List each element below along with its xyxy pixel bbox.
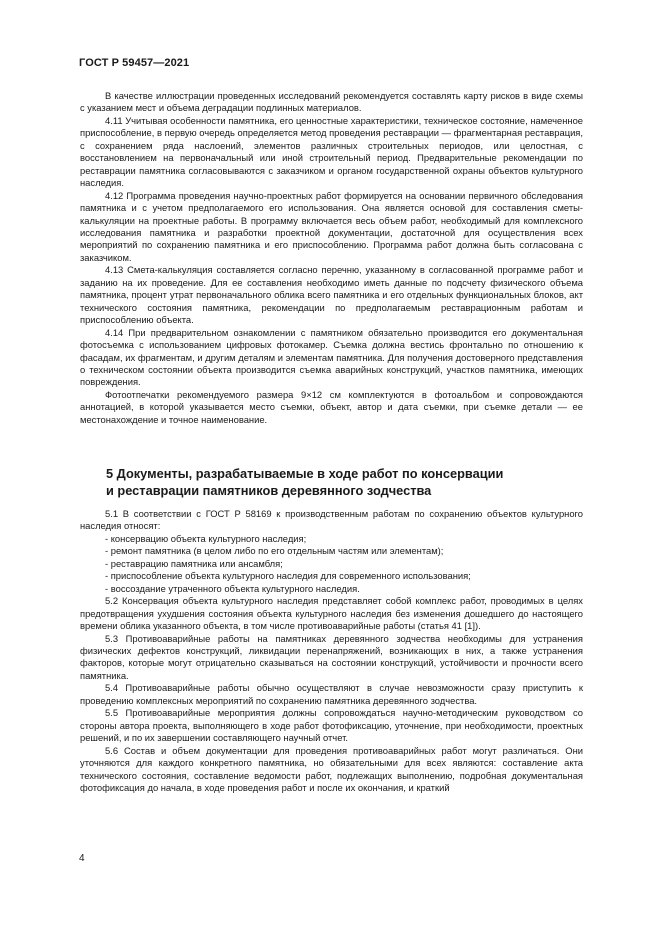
paragraph-5-3: 5.3 Противоаварийные работы на памятниках деревянного зодчества необходимы для устранения физических дефектов конструкций, ликвидации перенапряжений, возникающих в них, а также устранения факторов, которые могут отрицательно сказываться на состоянии конструкций, устойчивости и прочности всего памятника.	[80, 632, 583, 681]
paragraph-4-13: 4.13 Смета-калькуляция составляется согласно перечню, указанному в согласованной программе работ и заданию на их проведение. Для ее составления необходимо иметь данные по подсчету физического объема памятника, процент утрат первоначального облика всего памятника и его отдельных функциональных блоков, акт технического состояния памятника, рекомендации по предполагаемым реставрационным работам и приспособлению объекта.	[80, 264, 583, 326]
list-item: - ремонт памятника (в целом либо по его отдельным частям или элементам);	[105, 545, 444, 557]
paragraph-4-11: 4.11 Учитывая особенности памятника, его ценностные характеристики, техническое состояние, намеченное приспособление, в первую очередь определяется метод проведения реставрации — фрагментарная реставрация, с сохранением ряда наслоений, элементов различных строительных периодов, или целостная, с восстановлением на первоначальный или иной строительный период. Предварительные рекомендации по реставрации памятника согласовываются с заказчиком и органом государственной охраны объектов культурного наследия.	[80, 114, 583, 189]
page-number: 4	[79, 853, 85, 864]
paragraph-5-4: 5.4 Противоаварийные работы обычно осуществляют в случае невозможности сразу приступить к проведению комплексных мероприятий по сохранению памятника деревянного зодчества.	[80, 682, 583, 706]
paragraph-risk-map: В качестве иллюстрации проведенных исследований рекомендуется составлять карту рисков в виде схемы с указанием мест и объема деградации подлинных материалов.	[80, 90, 583, 114]
paragraph-photo-prints: Фотоотпечатки рекомендуемого размера 9×12 см комплектуются в фотоальбом и сопровождаются аннотацией, в которой указывается место съемки, объект, автор и дата съемки, при съемке детали — ее местонахождение и точное наименование.	[80, 388, 583, 425]
section-5-heading-line-1: 5 Документы, разрабатываемые в ходе работ по консервации	[106, 466, 504, 481]
paragraph-5-6: 5.6 Состав и объем документации для проведения противоаварийных работ могут различаться. Они уточняются для каждого конкретного памятника, но обязательными для всех являются: составление акта технического состояния, составление ведомости работ, подлежащих выполнению, подробная документальная фотофиксация до начала, в ходе проведения работ и после их окончания, и краткий	[80, 744, 583, 793]
paragraph-5-5: 5.5 Противоаварийные мероприятия должны сопровождаться научно-методическим руководством со стороны автора проекта, выполняющего в ходе работ фотофиксацию, уточнение, при необходимости, проектных решений, и по их завершении составляющего научный отчет.	[80, 707, 583, 744]
paragraph-4-14: 4.14 При предварительном ознакомлении с памятником обязательно производится его документальная фотосъемка с использованием цифровых фотокамер. Съемка должна вестись фронтально по отношению к фасадам, их фрагментам, и другим деталям и элементам памятника. Для получения достоверного представления о техническом состоянии объекта производится съемка аварийных конструкций, участков памятника, имеющих повреждения.	[80, 326, 583, 388]
paragraph-5-2: 5.2 Консервация объекта культурного наследия представляет собой комплекс работ, проводимых в целях предотвращения ухудшения состояния объекта культурного наследия без изменения дошедшего до настоящего времени облика указанного объекта, в том числе противоаварийные работы (статья 41 [1]).	[80, 595, 583, 632]
paragraph-4-12: 4.12 Программа проведения научно-проектных работ формируется на основании первичного обследования памятника и с учетом предполагаемого его использования. Она является основой для составления сметы-калькуляции на проектные работы. В программу включается весь объем работ, необходимый для комплексного исследования памятника и разработки проектной документации, достаточной для осуществления всех мероприятий по сохранению памятника и его приспособлению. Программа работ должна быть согласована с заказчиком.	[80, 189, 583, 263]
list-item: - консервацию объекта культурного наследия;	[105, 532, 307, 544]
section-5-body	[80, 508, 583, 794]
list-item: - воссоздание утраченного объекта культурного наследия.	[105, 582, 360, 594]
document-standard-header: ГОСТ Р 59457—2021	[79, 57, 190, 69]
paragraph-5-1: 5.1 В соответствии с ГОСТ Р 58169 к производственным работам по сохранению объектов культурного наследия относят:	[80, 508, 583, 532]
section-4-continuation	[80, 90, 583, 426]
section-5-heading-line-2: и реставрации памятников деревянного зодчества	[106, 482, 432, 498]
list-item: - приспособление объекта культурного наследия для современного использования;	[105, 570, 471, 582]
list-item: - реставрацию памятника или ансамбля;	[105, 557, 283, 569]
section-5-heading	[106, 466, 576, 499]
